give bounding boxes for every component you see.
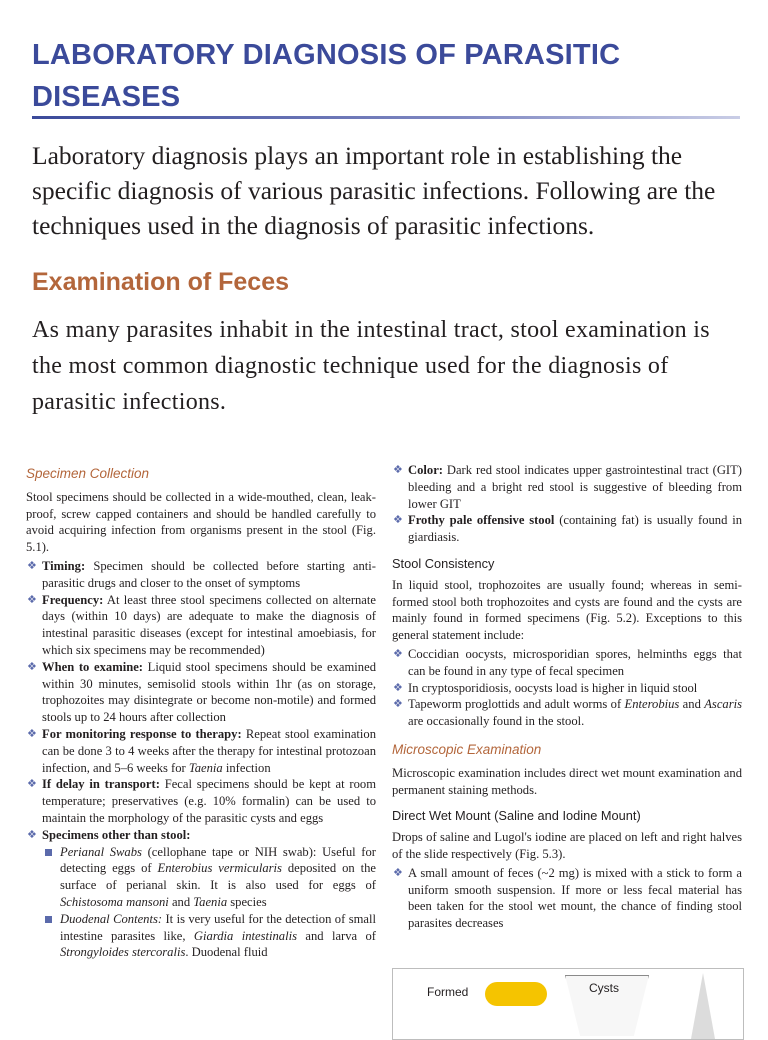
diamond-bullet-icon: ❖ (27, 558, 37, 572)
bullet-wet-mount (392, 865, 742, 932)
bullet-lead: Timing: (42, 558, 86, 573)
bullet-lead: Color: (408, 463, 443, 477)
sub-bullet-italic: Duodenal Contents: (60, 911, 163, 926)
direct-wet-mount-heading: Direct Wet Mount (Saline and Iodine Mount) (392, 808, 641, 824)
bullet-italic: Ascaris (704, 697, 742, 712)
diamond-bullet-icon: ❖ (393, 513, 403, 527)
sub-bullet-duodenal (26, 911, 376, 961)
bullet-text: Liquid stool specimens should be examined within 30 minutes, semisolid stools within 1hr (as on storage, trophozoites may disintegrate or become non-motile) and formed stools up to 24 hours after collection (42, 659, 376, 725)
sub-bullet-text: and (168, 894, 194, 909)
bullet-text: and (679, 697, 705, 712)
bullet-lead: Specimens other than stool: (42, 827, 191, 842)
chapter-intro: Laboratory diagnosis plays an important role in establishing the specific diagnosis of various parasitic infections. Following are the techniques used in the diagnosis of parasitic infections. (32, 141, 716, 240)
sub-bullet-italic: Taenia (193, 894, 228, 909)
bullet-frothy-stool (392, 512, 742, 546)
sub-bullet-text: and larva of (297, 928, 376, 943)
sub-bullet-italic: Giardia intestinalis (193, 928, 297, 943)
section-title: Examination of Feces (32, 268, 290, 296)
sub-bullet-italic: Strongyloides stercoralis (60, 945, 186, 960)
diamond-bullet-icon: ❖ (27, 827, 37, 841)
sub-bullet-text: . Duodenal fluid (185, 945, 268, 960)
bullet-lead: If delay in transport: (42, 777, 160, 792)
bullet-italic: Taenia (188, 760, 223, 775)
diamond-bullet-icon: ❖ (27, 777, 37, 791)
bullet-text: (containing fat) is usually found in giardiasis. (408, 513, 743, 545)
sub-bullet-perianal (26, 844, 376, 911)
bullet-text: In cryptosporidiosis, oocysts load is higher in liquid stool (408, 680, 698, 695)
diamond-bullet-icon: ❖ (393, 865, 403, 879)
bullet-text: Fecal specimens should be kept at room temperature; preservatives (e.g. 10% formalin) can be used to maintain the morphology of the parasitic cysts and eggs (42, 777, 376, 825)
bullet-text: Repeat stool examination can be done 3 to 4 weeks after the therapy for intestinal protozoan infection, and 5–6 weeks for (42, 726, 376, 775)
diamond-bullet-icon: ❖ (27, 726, 37, 740)
bullet-lead: When to examine: (42, 659, 143, 674)
square-bullet-icon (45, 849, 52, 856)
bullet-delay-transport (26, 776, 376, 826)
bullet-text: Dark red stool indicates upper gastrointestinal tract (GIT) bleeding and a bright red stool is suggestive of bleeding from lower GIT (408, 463, 742, 511)
diamond-bullet-icon: ❖ (393, 680, 403, 694)
bullet-text: A small amount of feces (~2 mg) is mixed with a stick to form a uniform smooth suspension. If more or less fecal material has been taken for the stool wet mount, the chance of finding stool parasites decreases (408, 865, 742, 931)
title-underline (32, 116, 740, 119)
bullet-monitoring (26, 726, 376, 776)
sub-bullet-text: deposited on the surface of perianal skin. It is also used for eggs of (60, 861, 377, 893)
microscopic-examination-para: Microscopic examination includes direct wet mount examination and permanent staining methods. (392, 765, 742, 797)
microscopic-examination-heading: Microscopic Examination (392, 741, 542, 757)
square-bullet-icon (45, 916, 52, 923)
bullet-text: At least three stool specimens collected on alternate days (within 10 days) are adequate to make the diagnosis of intestinal parasitic diseases (except for intestinal amoebiasis, for which six specimens may be recommended) (42, 592, 376, 657)
bullet-other-specimens (26, 827, 376, 844)
left-column (26, 462, 376, 961)
sub-bullet-text: (cellophane tape or NIH swab): Useful for detecting eggs of (60, 844, 376, 876)
formed-stool-illustration (485, 982, 547, 1006)
diamond-bullet-icon: ❖ (393, 697, 403, 711)
bullet-coccidian (392, 646, 742, 680)
bullet-frequency (26, 592, 376, 659)
bullet-lead: For monitoring response to therapy: (42, 726, 242, 741)
bullet-timing (26, 558, 376, 592)
figure-label-formed: Formed (427, 985, 469, 999)
bullet-color (392, 462, 742, 512)
sub-bullet-text: species (227, 894, 267, 909)
sub-bullet-italic: Enterobius vermicularis (157, 861, 282, 876)
bullet-text: Tapeworm proglottids and adult worms of (408, 697, 625, 712)
bullet-italic: Enterobius (624, 697, 680, 712)
bullet-cryptosporidiosis (392, 680, 742, 697)
figure-label-cysts: Cysts (589, 981, 619, 995)
diamond-bullet-icon: ❖ (393, 463, 403, 476)
diamond-bullet-icon: ❖ (27, 592, 37, 606)
bullet-tapeworm (392, 696, 742, 730)
direct-wet-mount-para: Drops of saline and Lugol's iodine are placed on left and right halves of the slide respectively (Fig. 5.3). (392, 830, 742, 861)
triangle-illustration (691, 973, 715, 1039)
bullet-text: Coccidian oocysts, microsporidian spores, helminths eggs that can be found in any type of fecal specimen (408, 646, 742, 678)
right-column (392, 462, 742, 932)
bullet-lead: Frothy pale offensive stool (408, 513, 555, 528)
bullet-text: are occasionally found in the stool. (408, 714, 585, 729)
specimen-collection-heading: Specimen Collection (26, 466, 150, 481)
chapter-title: LABORATORY DIAGNOSIS OF PARASITIC DISEASES (32, 39, 621, 113)
specimen-collection-para: Stool specimens should be collected in a wide-mouthed, clean, leak-proof, screw capped containers and should be handled carefully to avoid acquiring infection from organisms present in the stool (Fig. 5.1). (26, 489, 376, 555)
sub-bullet-text: It is very useful for the detection of small intestine parasites like, (60, 911, 376, 943)
figure-stool-consistency (392, 968, 744, 1040)
section-intro: As many parasites inhabit in the intestinal tract, stool examination is the most common diagnostic technique used for the diagnosis of parasitic infections. (32, 317, 710, 415)
stool-consistency-heading: Stool Consistency (392, 555, 495, 571)
sub-bullet-italic: Perianal Swabs (60, 844, 142, 859)
diamond-bullet-icon: ❖ (27, 659, 37, 673)
stool-consistency-para: In liquid stool, trophozoites are usually found; whereas in semi-formed stool both trophozoites and cysts are found and the cysts are mainly found in formed specimens (Fig. 5.2). Exceptions to this general statement include: (392, 577, 742, 643)
bullet-text: Specimen should be collected before starting anti-parasitic drugs and closer to the onset of symptoms (42, 558, 376, 590)
bullet-lead: Frequency: (42, 592, 104, 607)
sub-bullet-italic: Schistosoma mansoni (60, 894, 169, 909)
bullet-text: infection (222, 760, 271, 775)
diamond-bullet-icon: ❖ (393, 646, 403, 660)
bullet-when-to-examine (26, 659, 376, 726)
